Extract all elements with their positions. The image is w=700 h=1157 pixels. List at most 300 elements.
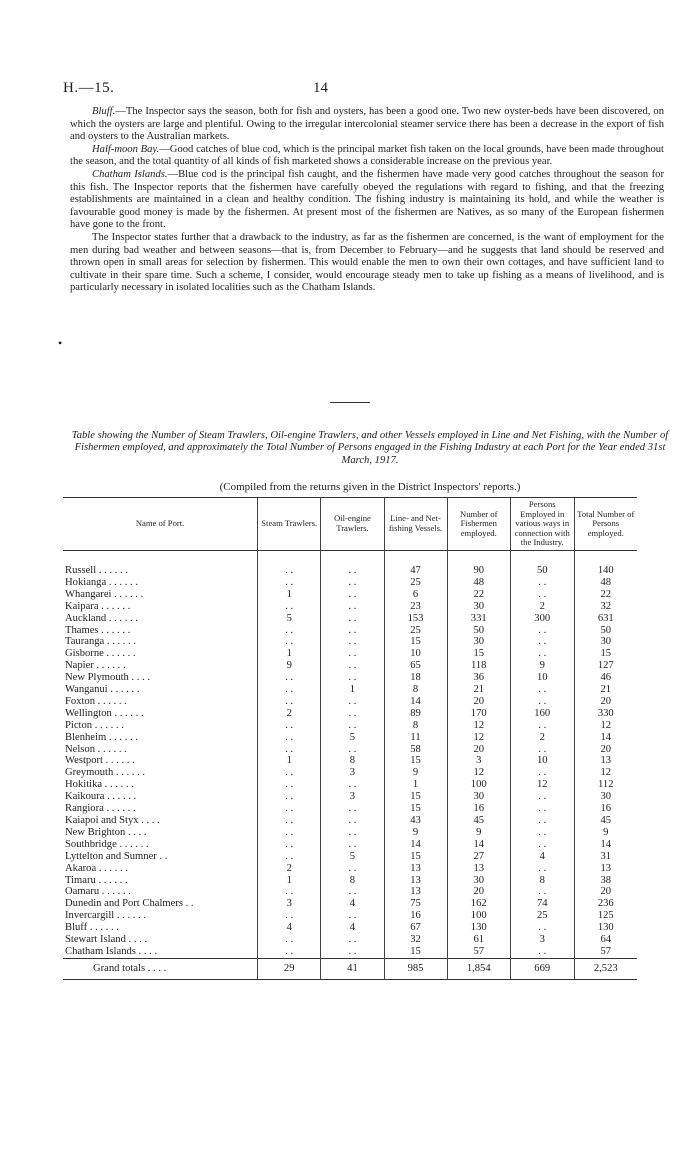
cell-fishermen: 3	[447, 755, 510, 767]
cell-oil: . .	[321, 827, 384, 839]
cell-fishermen: 27	[447, 851, 510, 863]
cell-total: 112	[574, 779, 637, 791]
cell-total: 130	[574, 922, 637, 934]
cell-persons: . .	[510, 791, 574, 803]
cell-fishermen: 36	[447, 672, 510, 684]
cell-port: Southbridge . . . . . .	[65, 838, 149, 850]
table-row	[63, 815, 637, 827]
cell-total: 32	[574, 601, 637, 613]
table-row	[63, 827, 637, 839]
table-row	[63, 744, 637, 756]
cell-steam: 3	[258, 898, 321, 910]
cell-port: Auckland . . . . . .	[65, 612, 138, 624]
cell-oil: . .	[321, 613, 384, 625]
cell-persons: 25	[510, 910, 574, 922]
cell-vessels: 13	[384, 875, 447, 887]
table-row	[63, 732, 637, 744]
cell-persons: 9	[510, 660, 574, 672]
column-header-vessels: Line- and Net-fishing Vessels.	[384, 498, 447, 551]
cell-fishermen: 57	[447, 946, 510, 958]
table-row	[63, 863, 637, 875]
cell-oil: . .	[321, 601, 384, 613]
cell-persons: 2	[510, 601, 574, 613]
cell-total: 20	[574, 744, 637, 756]
cell-oil: . .	[321, 720, 384, 732]
cell-oil: 8	[321, 875, 384, 887]
cell-port: Gisborne . . . . . .	[65, 648, 136, 660]
cell-persons: 10	[510, 672, 574, 684]
cell-persons: . .	[510, 922, 574, 934]
cell-vessels: 25	[384, 625, 447, 637]
table-spacer-row	[63, 550, 637, 565]
cell-port: Lyttelton and Sumner . .	[65, 850, 168, 862]
cell-vessels: 9	[384, 767, 447, 779]
cell-steam: 2	[258, 708, 321, 720]
cell-total: 14	[574, 732, 637, 744]
cell-persons: 2	[510, 732, 574, 744]
cell-total: 13	[574, 755, 637, 767]
table-row	[63, 720, 637, 732]
cell-fishermen: 20	[447, 696, 510, 708]
cell-total: 12	[574, 767, 637, 779]
cell-oil: . .	[321, 779, 384, 791]
cell-total: 38	[574, 875, 637, 887]
cell-port: Wellington . . . . . .	[65, 707, 144, 719]
cell-oil: . .	[321, 660, 384, 672]
cell-port: Invercargill . . . . . .	[65, 910, 146, 922]
cell-port: Russell . . . . . .	[65, 564, 128, 576]
cell-persons: . .	[510, 863, 574, 875]
cell-persons: . .	[510, 744, 574, 756]
cell-port: Kaipara . . . . . .	[65, 600, 131, 612]
cell-steam: . .	[258, 684, 321, 696]
cell-vessels: 15	[384, 803, 447, 815]
column-header-port: Name of Port.	[63, 498, 258, 551]
cell-port: Westport . . . . . .	[65, 755, 135, 767]
cell-total: 125	[574, 910, 637, 922]
cell-vessels: 47	[384, 565, 447, 577]
cell-fishermen: 90	[447, 565, 510, 577]
table-row	[63, 696, 637, 708]
cell-total: 57	[574, 946, 637, 958]
cell-fishermen: 331	[447, 613, 510, 625]
cell-persons: 300	[510, 613, 574, 625]
table-row	[63, 922, 637, 934]
cell-fishermen: 30	[447, 875, 510, 887]
table-row	[63, 577, 637, 589]
margin-dot: •	[58, 336, 63, 350]
cell-oil: . .	[321, 744, 384, 756]
cell-steam: . .	[258, 779, 321, 791]
cell-vessels: 15	[384, 636, 447, 648]
table-row	[63, 648, 637, 660]
cell-oil: 8	[321, 755, 384, 767]
cell-vessels: 58	[384, 744, 447, 756]
cell-fishermen: 30	[447, 791, 510, 803]
cell-fishermen: 118	[447, 660, 510, 672]
table-row	[63, 779, 637, 791]
cell-port: Hokitika . . . . . .	[65, 779, 134, 791]
cell-oil: 5	[321, 851, 384, 863]
cell-fishermen: 15	[447, 648, 510, 660]
cell-persons: 8	[510, 875, 574, 887]
cell-fishermen: 162	[447, 898, 510, 910]
cell-fishermen: 21	[447, 684, 510, 696]
cell-total: 12	[574, 720, 637, 732]
page-header	[63, 80, 663, 100]
cell-steam: . .	[258, 839, 321, 851]
table-row	[63, 660, 637, 672]
table-row	[63, 708, 637, 720]
cell-steam: 5	[258, 613, 321, 625]
cell-vessels: 75	[384, 898, 447, 910]
cell-fishermen: 100	[447, 910, 510, 922]
cell-persons: . .	[510, 625, 574, 637]
cell-steam: . .	[258, 625, 321, 637]
cell-vessels: 43	[384, 815, 447, 827]
cell-steam: . .	[258, 577, 321, 589]
cell-persons: . .	[510, 720, 574, 732]
cell-port: Foxton . . . . . .	[65, 695, 127, 707]
cell-persons: . .	[510, 815, 574, 827]
cell-port: Chatham Islands . . . .	[65, 945, 158, 957]
totals-total: 2,523	[574, 958, 637, 979]
cell-oil: . .	[321, 946, 384, 958]
cell-vessels: 15	[384, 791, 447, 803]
cell-fishermen: 20	[447, 886, 510, 898]
cell-vessels: 153	[384, 613, 447, 625]
cell-total: 330	[574, 708, 637, 720]
cell-fishermen: 170	[447, 708, 510, 720]
cell-total: 21	[574, 684, 637, 696]
table-row	[63, 791, 637, 803]
cell-fishermen: 45	[447, 815, 510, 827]
cell-persons: . .	[510, 827, 574, 839]
compiled-note: (Compiled from the returns given in the District Inspectors' reports.)	[219, 481, 521, 493]
totals-vessels: 985	[384, 958, 447, 979]
cell-oil: 3	[321, 791, 384, 803]
cell-oil: . .	[321, 708, 384, 720]
table-row	[63, 851, 637, 863]
cell-persons: . .	[510, 589, 574, 601]
cell-persons: . .	[510, 839, 574, 851]
cell-fishermen: 12	[447, 732, 510, 744]
cell-vessels: 11	[384, 732, 447, 744]
cell-port: Whangarei . . . . . .	[65, 588, 144, 600]
paragraph-body: —The Inspector says the season, both for fish and oysters, has been a good one. Two new oyster-beds have been discovered, on which the oysters are large and plentiful. Owing to the irregular intercolonial steamer service there has been a decrease in the export of fish and oysters to the Australian markets.	[70, 106, 664, 143]
table-row	[63, 839, 637, 851]
cell-vessels: 1	[384, 779, 447, 791]
table-row	[63, 886, 637, 898]
table-row	[63, 601, 637, 613]
cell-vessels: 67	[384, 922, 447, 934]
table-row	[63, 565, 637, 577]
table-row	[63, 613, 637, 625]
table-row	[63, 672, 637, 684]
cell-total: 14	[574, 839, 637, 851]
cell-oil: . .	[321, 886, 384, 898]
cell-oil: 4	[321, 898, 384, 910]
cell-vessels: 89	[384, 708, 447, 720]
cell-vessels: 9	[384, 827, 447, 839]
cell-persons: 160	[510, 708, 574, 720]
column-header-fishermen: Number of Fishermen employed.	[447, 498, 510, 551]
cell-vessels: 6	[384, 589, 447, 601]
cell-oil: 5	[321, 732, 384, 744]
table-row	[63, 934, 637, 946]
paragraph-lead: Bluff.	[92, 106, 116, 117]
cell-steam: 1	[258, 875, 321, 887]
cell-vessels: 13	[384, 886, 447, 898]
paragraph-body: The Inspector states further that a drawback to the industry, as far as the fishermen are concerned, is the want of employment for the men during bad weather and between seasons—that is, from December to February—and he suggests that land should be reserved and thrown open in small areas for selection by fishermen. This would enable the men to own their own cottages, and have sufficient land to cultivate in their spare time. Such a scheme, I consider, would encourage steady men to take up fishing as a means of livelihood, and is particularly necessary in isolated localities such as the Chatham Islands.	[70, 231, 664, 294]
cell-steam: . .	[258, 636, 321, 648]
cell-port: Timaru . . . . . .	[65, 874, 128, 886]
table-row	[63, 589, 637, 601]
cell-oil: . .	[321, 910, 384, 922]
cell-port: Greymouth . . . . . .	[65, 767, 146, 779]
grand-totals-row	[63, 958, 637, 979]
column-header-persons-employed: Persons Employed in various ways in connection with the Industry.	[510, 498, 574, 551]
cell-steam: 2	[258, 863, 321, 875]
table-row	[63, 875, 637, 887]
cell-fishermen: 16	[447, 803, 510, 815]
cell-vessels: 13	[384, 863, 447, 875]
cell-fishermen: 12	[447, 767, 510, 779]
paragraph-inspector-states	[70, 232, 664, 295]
cell-port: Napier . . . . . .	[65, 660, 126, 672]
cell-port: Oamaru . . . . . .	[65, 886, 131, 898]
cell-oil: 1	[321, 684, 384, 696]
cell-total: 127	[574, 660, 637, 672]
cell-steam: . .	[258, 720, 321, 732]
cell-port: Akaroa . . . . . .	[65, 862, 128, 874]
cell-persons: . .	[510, 767, 574, 779]
totals-steam: 29	[258, 958, 321, 979]
cell-steam: . .	[258, 696, 321, 708]
cell-oil: . .	[321, 803, 384, 815]
cell-total: 64	[574, 934, 637, 946]
cell-steam: . .	[258, 934, 321, 946]
cell-persons: 10	[510, 755, 574, 767]
cell-steam: . .	[258, 803, 321, 815]
cell-steam: . .	[258, 767, 321, 779]
table-row	[63, 910, 637, 922]
cell-oil: . .	[321, 636, 384, 648]
cell-fishermen: 14	[447, 839, 510, 851]
cell-port: Picton . . . . . .	[65, 719, 124, 731]
cell-port: New Brighton . . . .	[65, 826, 147, 838]
cell-oil: . .	[321, 839, 384, 851]
cell-steam: 1	[258, 648, 321, 660]
cell-total: 9	[574, 827, 637, 839]
paragraph-lead: Half-moon Bay.	[92, 143, 160, 155]
cell-total: 140	[574, 565, 637, 577]
cell-total: 631	[574, 613, 637, 625]
cell-steam: 1	[258, 755, 321, 767]
cell-port: New Plymouth . . . .	[65, 672, 151, 684]
cell-steam: . .	[258, 946, 321, 958]
totals-label: Grand totals . . . .	[63, 958, 258, 979]
table-row	[63, 898, 637, 910]
cell-vessels: 15	[384, 946, 447, 958]
cell-vessels: 16	[384, 910, 447, 922]
cell-port: Dunedin and Port Chalmers . .	[65, 898, 194, 910]
table-row	[63, 625, 637, 637]
cell-persons: 4	[510, 851, 574, 863]
cell-oil: . .	[321, 934, 384, 946]
cell-port: Wanganui . . . . . .	[65, 684, 140, 696]
cell-fishermen: 30	[447, 636, 510, 648]
cell-fishermen: 30	[447, 601, 510, 613]
cell-vessels: 18	[384, 672, 447, 684]
cell-vessels: 15	[384, 755, 447, 767]
cell-total: 13	[574, 863, 637, 875]
cell-oil: 4	[321, 922, 384, 934]
cell-total: 15	[574, 648, 637, 660]
cell-total: 31	[574, 851, 637, 863]
cell-steam: . .	[258, 791, 321, 803]
cell-port: Kaikoura . . . . . .	[65, 791, 137, 803]
cell-steam: . .	[258, 827, 321, 839]
cell-steam: 9	[258, 660, 321, 672]
cell-oil: . .	[321, 565, 384, 577]
cell-steam: . .	[258, 601, 321, 613]
cell-persons: . .	[510, 886, 574, 898]
cell-oil: . .	[321, 863, 384, 875]
column-header-total-persons: Total Number of Persons employed.	[574, 498, 637, 551]
report-text	[70, 106, 664, 295]
cell-steam: . .	[258, 910, 321, 922]
cell-fishermen: 130	[447, 922, 510, 934]
cell-port: Nelson . . . . . .	[65, 743, 127, 755]
cell-port: Rangiora . . . . . .	[65, 803, 136, 815]
cell-total: 46	[574, 672, 637, 684]
cell-total: 30	[574, 636, 637, 648]
column-header-steam-trawlers: Steam Trawlers.	[258, 498, 321, 551]
cell-persons: . .	[510, 696, 574, 708]
cell-fishermen: 20	[447, 744, 510, 756]
paragraph-lead: Chatham Islands.	[92, 168, 168, 180]
cell-port: Hokianga . . . . . .	[65, 576, 138, 588]
cell-persons: 50	[510, 565, 574, 577]
cell-fishermen: 61	[447, 934, 510, 946]
cell-steam: 1	[258, 589, 321, 601]
cell-persons: . .	[510, 946, 574, 958]
cell-oil: . .	[321, 577, 384, 589]
cell-steam: . .	[258, 672, 321, 684]
table-caption: Table showing the Number of Steam Trawlers, Oil-engine Trawlers, and other Vessels employed in Line and Net Fishing, with the Number of Fishermen employed, and approximately the Total Number of Persons engaged in the Fishing Industry at each Port for the Year ended 31st March, 1917.	[71, 430, 669, 466]
cell-total: 50	[574, 625, 637, 637]
cell-total: 45	[574, 815, 637, 827]
table-row	[63, 946, 637, 958]
cell-fishermen: 12	[447, 720, 510, 732]
cell-port: Tauranga . . . . . .	[65, 636, 137, 648]
cell-total: 16	[574, 803, 637, 815]
cell-persons: . .	[510, 577, 574, 589]
paragraph-body: —Blue cod is the principal fish caught, and the fishermen have made very good catches throughout the season for this fish. The Inspector reports that the fishermen have carefully obeyed the regulations with regard to fishing, and that the freezing establishments are maintained in a clean and healthy condition. The fishing industry is maintaining its hold, and while the weather is favourable good money is made by the fishermen. At present most of the fishermen are Natives, as so many of the European fishermen have gone to the front.	[70, 168, 664, 231]
cell-persons: 3	[510, 934, 574, 946]
cell-port: Kaiapoi and Styx . . . .	[65, 815, 160, 826]
cell-vessels: 32	[384, 934, 447, 946]
cell-oil: . .	[321, 589, 384, 601]
cell-total: 48	[574, 577, 637, 589]
totals-oil: 41	[321, 958, 384, 979]
paragraph-body: —Good catches of blue cod, which is the principal market fish taken on the local grounds, have been made throughout the season, and the total quantity of all kinds of fish marketed shows a considerable increase on the previous year.	[70, 143, 665, 168]
cell-total: 236	[574, 898, 637, 910]
cell-oil: . .	[321, 815, 384, 827]
cell-port: Bluff . . . . . .	[65, 922, 119, 934]
cell-vessels: 14	[384, 839, 447, 851]
cell-vessels: 10	[384, 648, 447, 660]
cell-fishermen: 22	[447, 589, 510, 601]
cell-oil: 3	[321, 767, 384, 779]
totals-fishermen: 1,854	[447, 958, 510, 979]
cell-vessels: 23	[384, 601, 447, 613]
cell-port: Thames . . . . . .	[65, 624, 131, 636]
cell-total: 20	[574, 886, 637, 898]
cell-steam: 4	[258, 922, 321, 934]
cell-fishermen: 13	[447, 863, 510, 875]
cell-oil: . .	[321, 648, 384, 660]
cell-steam: . .	[258, 732, 321, 744]
cell-fishermen: 9	[447, 827, 510, 839]
table-row	[63, 636, 637, 648]
totals-persons: 669	[510, 958, 574, 979]
cell-steam: . .	[258, 815, 321, 827]
cell-vessels: 25	[384, 577, 447, 589]
cell-persons: . .	[510, 684, 574, 696]
cell-total: 20	[574, 696, 637, 708]
cell-vessels: 8	[384, 684, 447, 696]
cell-persons: . .	[510, 648, 574, 660]
cell-total: 22	[574, 589, 637, 601]
cell-persons: 74	[510, 898, 574, 910]
cell-fishermen: 48	[447, 577, 510, 589]
cell-port: Blenheim . . . . . .	[65, 731, 138, 743]
cell-oil: . .	[321, 696, 384, 708]
cell-persons: 12	[510, 779, 574, 791]
cell-steam: . .	[258, 886, 321, 898]
cell-vessels: 8	[384, 720, 447, 732]
cell-vessels: 14	[384, 696, 447, 708]
parliamentary-paper-ref: H.—15.	[63, 80, 115, 96]
table-row	[63, 755, 637, 767]
cell-persons: . .	[510, 803, 574, 815]
cell-vessels: 15	[384, 851, 447, 863]
cell-total: 30	[574, 791, 637, 803]
page-number: 14	[313, 80, 328, 96]
fishing-ports-table	[63, 497, 637, 980]
table-row	[63, 684, 637, 696]
cell-fishermen: 100	[447, 779, 510, 791]
cell-port: Stewart Island . . . .	[65, 934, 148, 946]
paragraph-bluff	[70, 106, 664, 144]
cell-steam: . .	[258, 744, 321, 756]
cell-oil: . .	[321, 625, 384, 637]
cell-steam: . .	[258, 851, 321, 863]
paragraph-half-moon-bay	[70, 144, 664, 169]
cell-vessels: 65	[384, 660, 447, 672]
cell-fishermen: 50	[447, 625, 510, 637]
table-row	[63, 803, 637, 815]
section-divider	[330, 402, 370, 403]
paragraph-chatham-islands	[70, 169, 664, 232]
cell-steam: . .	[258, 565, 321, 577]
cell-oil: . .	[321, 672, 384, 684]
cell-persons: . .	[510, 636, 574, 648]
table-header-row	[63, 498, 637, 551]
table-row	[63, 767, 637, 779]
